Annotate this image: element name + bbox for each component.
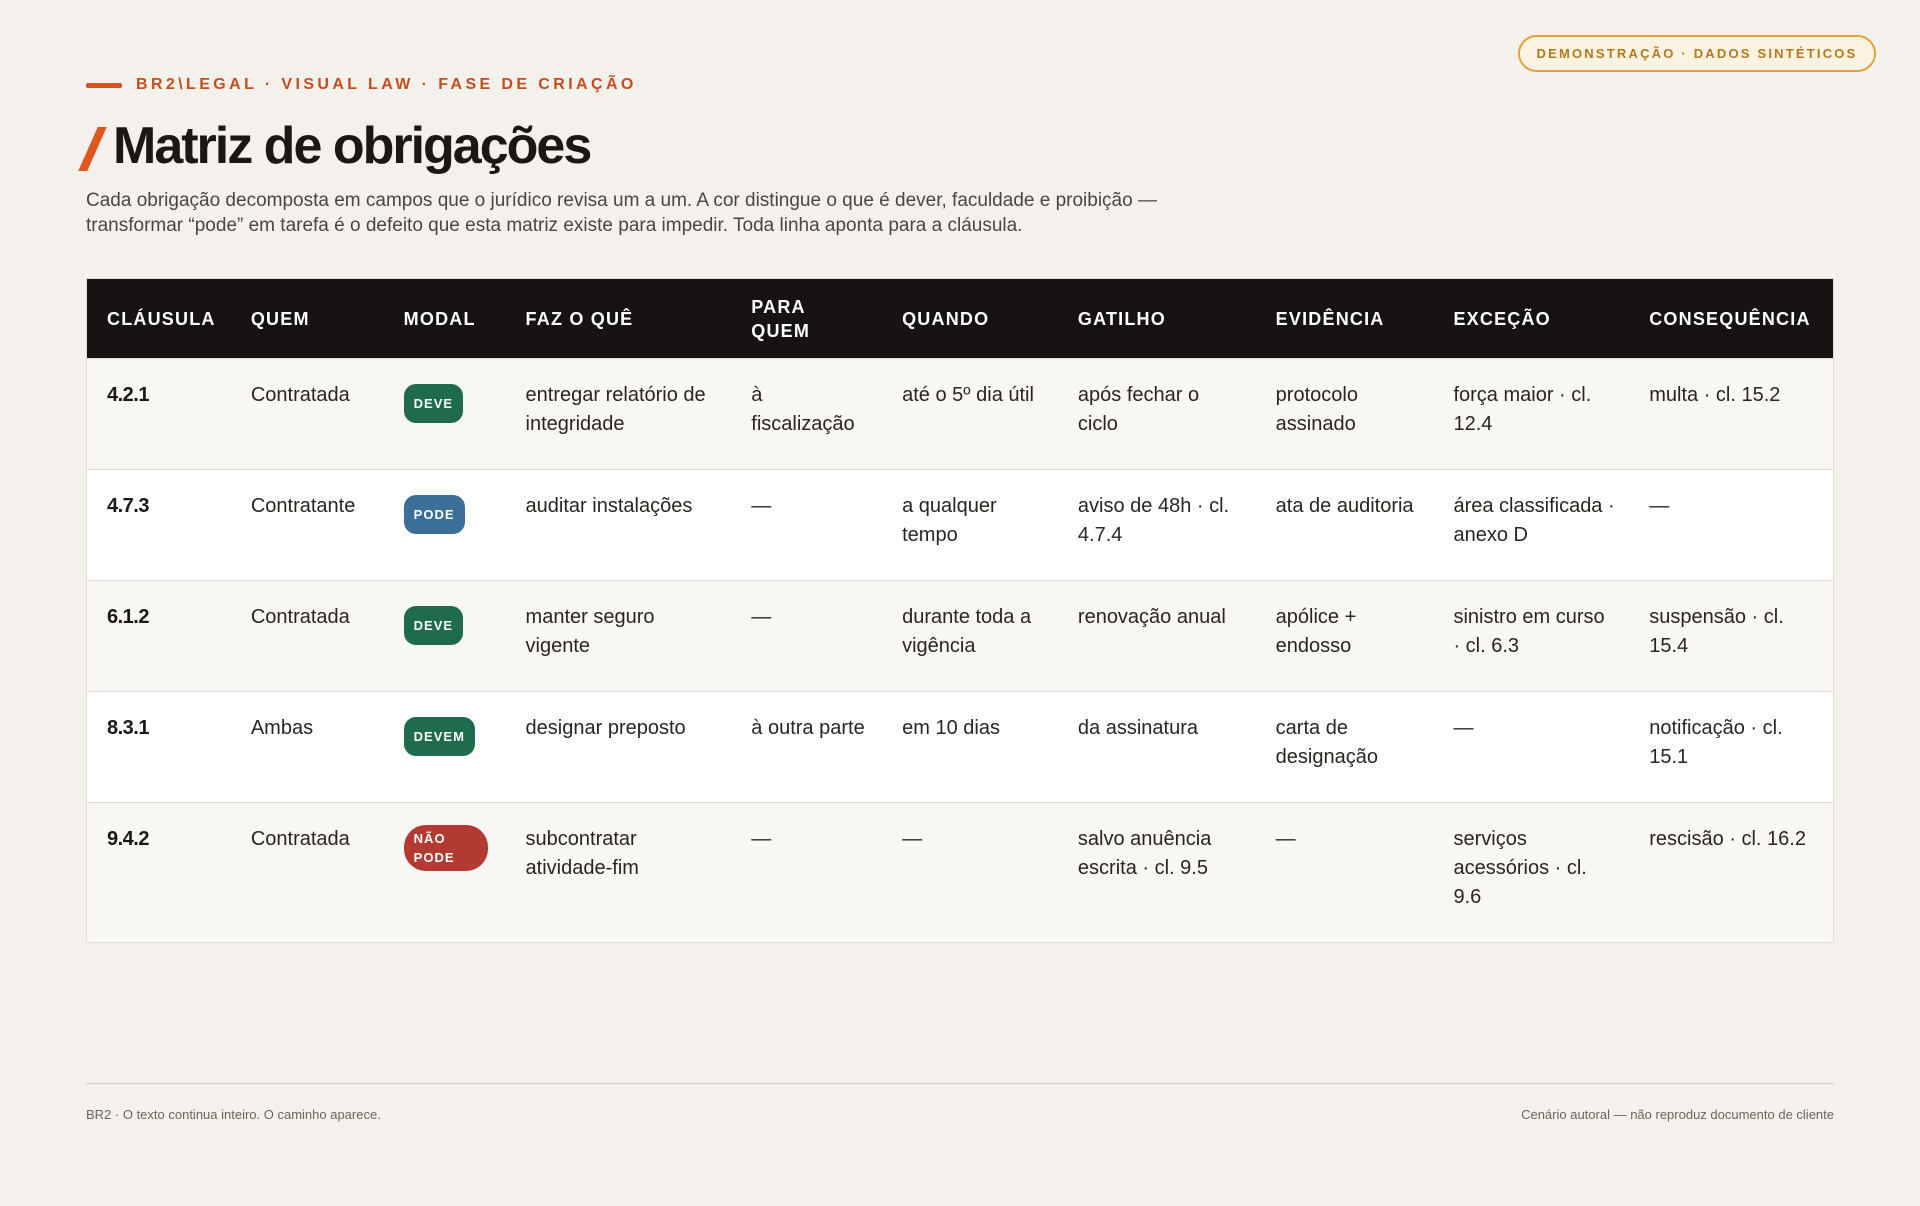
cell-para: — [751, 606, 772, 628]
cell-para: — [751, 828, 772, 850]
table-row [87, 580, 1833, 691]
column-header: EXCEÇÃO [1453, 308, 1551, 329]
table-header [87, 279, 1833, 358]
cell-quando: em 10 dias [902, 717, 1000, 739]
cell-faz: auditar instalações [525, 495, 693, 517]
cell-modal [384, 692, 506, 802]
modal-badge: DEVE [404, 384, 463, 423]
cell-consequencia: — [1649, 495, 1670, 517]
cell-quem: Contratada [250, 606, 350, 628]
cell-modal [384, 359, 506, 469]
cell-quem: Contratada [250, 384, 350, 406]
footer-divider [86, 1083, 1834, 1084]
column-header: QUEM [250, 308, 310, 329]
cell-excecao: força maior · cl. 12.4 [1453, 384, 1592, 435]
slash-icon [78, 127, 107, 171]
cell-consequencia: suspensão · cl. 15.4 [1649, 606, 1784, 657]
cell-consequencia: notificação · cl. 15.1 [1649, 717, 1783, 768]
page-title: Matriz de obrigações [113, 117, 591, 175]
cell-modal [384, 470, 506, 580]
subtitle-line-1: Cada obrigação decomposta em campos que o jurídico revisa um a um. A cor distingue o que é dever, faculdade e proibição — [86, 190, 1157, 211]
modal-badge: PODE [404, 495, 465, 534]
cell-para: — [751, 495, 772, 517]
cell-excecao: área classificada · anexo D [1453, 495, 1615, 546]
modal-badge: NÃO PODE [404, 825, 488, 871]
cell-faz: manter seguro vigente [525, 606, 655, 657]
footer-left-text: BR2 · O texto continua inteiro. O caminho aparece. [86, 1107, 381, 1122]
table-row [87, 358, 1833, 469]
obligations-table [86, 278, 1834, 943]
modal-badge: DEVEM [404, 717, 475, 756]
eyebrow-text: BR2\LEGAL · VISUAL LAW · FASE DE CRIAÇÃO [136, 76, 637, 93]
demo-badge: DEMONSTRAÇÃO · DADOS SINTÉTICOS [1518, 35, 1876, 72]
cell-faz: entregar relatório de integridade [525, 384, 706, 435]
cell-clausula: 9.4.2 [107, 828, 149, 850]
column-header: QUANDO [902, 308, 990, 329]
eyebrow [86, 76, 637, 94]
cell-excecao: serviços acessórios · cl. 9.6 [1453, 828, 1587, 908]
cell-modal [384, 581, 506, 691]
cell-faz: designar preposto [525, 717, 686, 739]
cell-quando: até o 5º dia útil [902, 384, 1034, 406]
cell-evidencia: — [1275, 828, 1296, 850]
column-header: FAZ O QUÊ [525, 308, 634, 329]
cell-para: à outra parte [751, 717, 865, 739]
column-header: CONSEQUÊNCIA [1649, 308, 1811, 329]
cell-clausula: 6.1.2 [107, 606, 149, 628]
cell-modal [384, 803, 506, 942]
table-row [87, 802, 1833, 942]
cell-quando: durante toda a vigência [902, 606, 1032, 657]
cell-gatilho: salvo anuência escrita · cl. 9.5 [1077, 828, 1212, 879]
page-subtitle [86, 188, 1286, 238]
column-header: MODAL [403, 308, 476, 329]
cell-gatilho: após fechar o ciclo [1077, 384, 1200, 435]
cell-gatilho: aviso de 48h · cl. 4.7.4 [1077, 495, 1230, 546]
title-block [78, 116, 590, 176]
cell-evidencia: carta de designação [1275, 717, 1378, 768]
cell-clausula: 4.2.1 [107, 384, 149, 406]
cell-excecao: sinistro em curso · cl. 6.3 [1453, 606, 1605, 657]
cell-quando: — [902, 828, 923, 850]
cell-evidencia: ata de auditoria [1275, 495, 1414, 517]
cell-gatilho: renovação anual [1077, 606, 1226, 628]
column-header: CLÁUSULA [107, 308, 216, 329]
column-header: GATILHO [1077, 308, 1166, 329]
table-row [87, 469, 1833, 580]
cell-faz: subcontratar atividade-fim [525, 828, 639, 879]
cell-evidencia: apólice + endosso [1275, 606, 1357, 657]
cell-quando: a qualquer tempo [902, 495, 997, 546]
column-header: EVIDÊNCIA [1275, 308, 1385, 329]
cell-quem: Contratante [250, 495, 356, 517]
column-header: PARA QUEM [751, 296, 811, 341]
cell-consequencia: rescisão · cl. 16.2 [1649, 828, 1806, 850]
cell-clausula: 8.3.1 [107, 717, 149, 739]
cell-excecao: — [1453, 717, 1474, 739]
footer-right-text: Cenário autoral — não reproduz documento de cliente [1521, 1107, 1834, 1122]
cell-clausula: 4.7.3 [107, 495, 149, 517]
cell-para: à fiscalização [751, 384, 855, 435]
cell-consequencia: multa · cl. 15.2 [1649, 384, 1781, 406]
cell-gatilho: da assinatura [1077, 717, 1198, 739]
eyebrow-dash [86, 83, 122, 88]
cell-quem: Contratada [250, 828, 350, 850]
cell-evidencia: protocolo assinado [1275, 384, 1358, 435]
table-row [87, 691, 1833, 802]
modal-badge: DEVE [404, 606, 463, 645]
subtitle-line-2: transformar “pode” em tarefa é o defeito que esta matriz existe para impedir. Toda linha aponta para a cláusula. [86, 215, 1023, 236]
cell-quem: Ambas [250, 717, 314, 739]
